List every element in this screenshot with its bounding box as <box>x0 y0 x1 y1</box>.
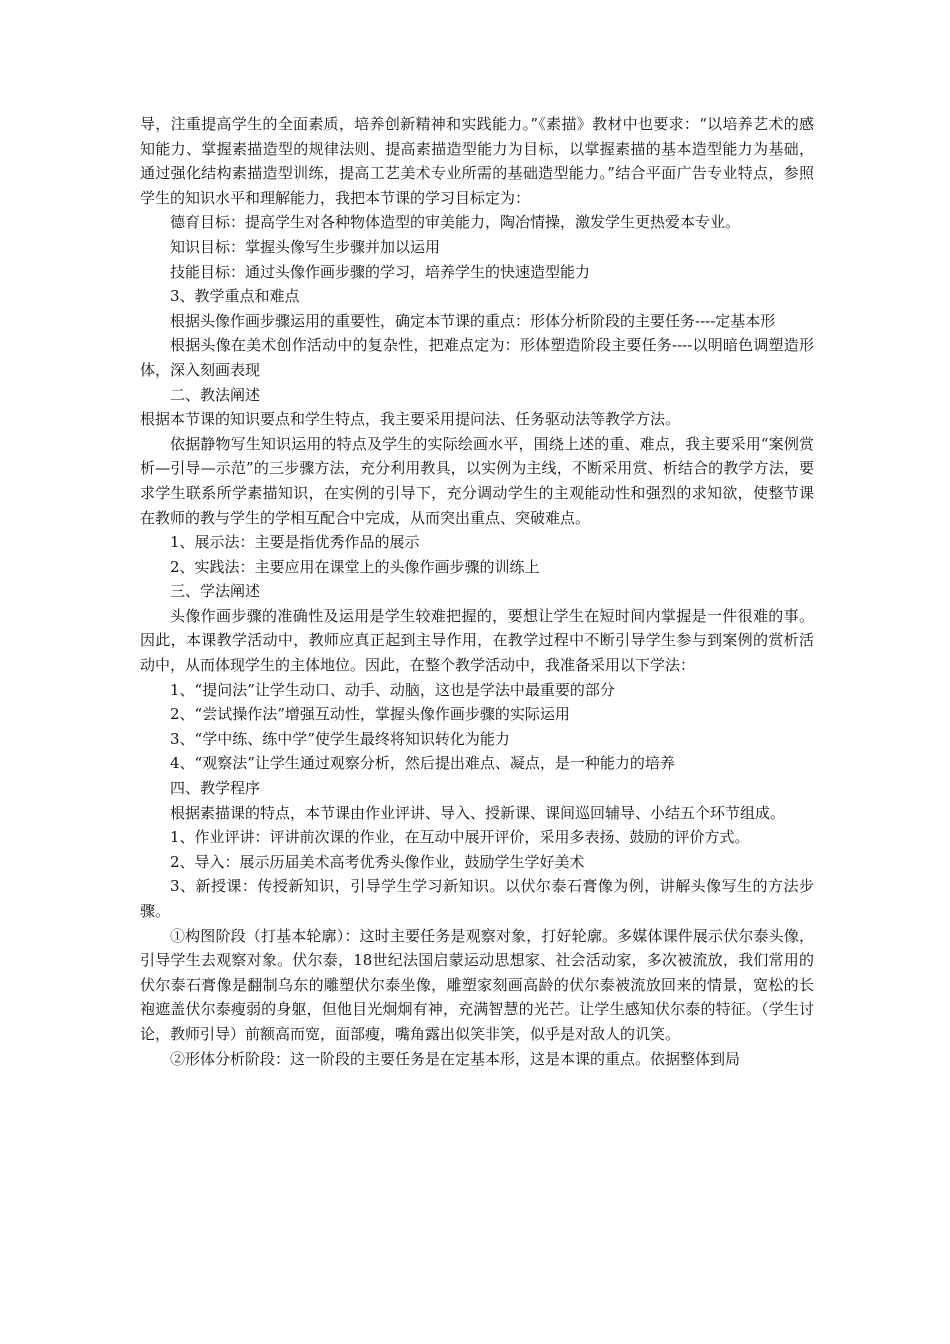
list-item-display-method: 1、展示法：主要是指优秀作品的展示 <box>170 533 420 552</box>
paragraph-teaching-method-detail: 依据静物写生知识运用的特点及学生的实际绘画水平，围绕上述的重、难点，我主要采用“案例赏析—引导—示范”的三步骤方法，充分利用教具，以实例为主线，不断采用赏、析结合的教学方法，要求学生联系所学素描知识，在实例的引导下，充分调动学生的主观能动性和强烈的求知欲，使整节课在教师的教与学生的学相互配合中完成，从而突出重点、突破难点。 <box>140 434 814 527</box>
paragraph-teaching-method-intro: 根据本节课的知识要点和学生特点，我主要采用提问法、任务驱动法等教学方法。 <box>140 410 681 429</box>
heading-teaching-procedure: 四、教学程序 <box>170 779 261 798</box>
paragraph-form-analysis-stage: ②形体分析阶段：这一阶段的主要任务是在定基本形，这是本课的重点。依据整体到局 <box>170 1049 741 1068</box>
paragraph-knowledge-goal: 知识目标：掌握头像写生步骤并加以运用 <box>170 237 441 256</box>
list-item-learn-practice: 3、“学中练、练中学”使学生最终将知识转化为能力 <box>170 729 510 748</box>
paragraph-skill-goal: 技能目标：通过头像作画步骤的学习，培养学生的快速造型能力 <box>170 262 591 281</box>
list-item-practice-method: 2、实践法：主要应用在课堂上的头像作画步骤的训练上 <box>170 557 540 576</box>
list-item-introduction: 2、导入：展示历届美术高考优秀头像作业，鼓励学生学好美术 <box>170 852 585 871</box>
paragraph-learning-method-intro: 头像作画步骤的准确性及运用是学生较难把握的，要想让学生在短时间内掌握是一件很难的事。因此，本课教学活动中，教师应真正起到主导作用，在教学过程中不断引导学生参与到案例的赏析活动中，从而体现学生的主体地位。因此，在整个教学活动中，我准备采用以下学法： <box>140 606 814 675</box>
document-body <box>140 112 814 1071</box>
paragraph-difficult-point: 根据头像在美术创作活动中的复杂性，把难点定为：形体塑造阶段主要任务----以明暗色调塑造形体，深入刻画表现 <box>140 336 814 379</box>
list-item-trial-method: 2、“尝试操作法”增强互动性，掌握头像作画步骤的实际运用 <box>170 705 570 724</box>
list-item-new-lesson: 3、新授课：传授新知识，引导学生学习新知识。以伏尔泰石膏像为例，讲解头像写生的方法步骤。 <box>140 877 814 920</box>
paragraph-procedure-intro: 根据素描课的特点，本节课由作业评讲、导入、授新课、课间巡回辅导、小结五个环节组成。 <box>170 803 786 822</box>
list-item-homework-review: 1、作业评讲：评讲前次课的作业，在互动中展开评价，采用多表扬、鼓励的评价方式。 <box>170 828 750 847</box>
list-item-questioning-method: 1、“提问法”让学生动口、动手、动脑，这也是学法中最重要的部分 <box>170 680 615 699</box>
list-item-observation-method: 4、“观察法”让学生通过观察分析，然后提出难点、凝点，是一种能力的培养 <box>170 754 675 773</box>
paragraph-intro-continued: 导，注重提高学生的全面素质，培养创新精神和实践能力。”《素描》教材中也要求：“以培养艺术的感知能力、掌握素描造型的规律法则、提高素描造型能力为目标，以掌握素描的基本造型能力为基础，通过强化结构素描造型训练，提高工艺美术专业所需的基础造型能力。”结合平面广告专业特点，参照学生的知识水平和理解能力，我把本节课的学习目标定为： <box>140 115 814 207</box>
paragraph-composition-stage: ①构图阶段（打基本轮廓）：这时主要任务是观察对象，打好轮廓。多媒体课件展示伏尔泰头像，引导学生去观察对象。伏尔泰，18世纪法国启蒙运动思想家、社会活动家，多次被流放，我们常用的伏尔泰石膏像是翻制乌东的雕塑伏尔泰坐像，雕塑家刻画高龄的伏尔泰被流放回来的情景，宽松的长袍遮盖伏尔泰瘦弱的身躯，但他目光炯炯有神，充满智慧的光芒。让学生感知伏尔泰的特征。（学生讨论，教师引导）前额高而宽，面部瘦，嘴角露出似笑非笑，似乎是对敌人的讥笑。 <box>140 926 814 1043</box>
heading-teaching-method: 二、教法阐述 <box>170 385 261 404</box>
heading-learning-method: 三、学法阐述 <box>170 582 261 601</box>
heading-key-points: 3、教学重点和难点 <box>170 287 300 306</box>
paragraph-key-point: 根据头像作画步骤运用的重要性，确定本节课的重点：形体分析阶段的主要任务----定基本形 <box>170 311 776 330</box>
paragraph-moral-goal: 德育目标：提高学生对各种物体造型的审美能力，陶冶情操，激发学生更热爱本专业。 <box>170 213 741 232</box>
